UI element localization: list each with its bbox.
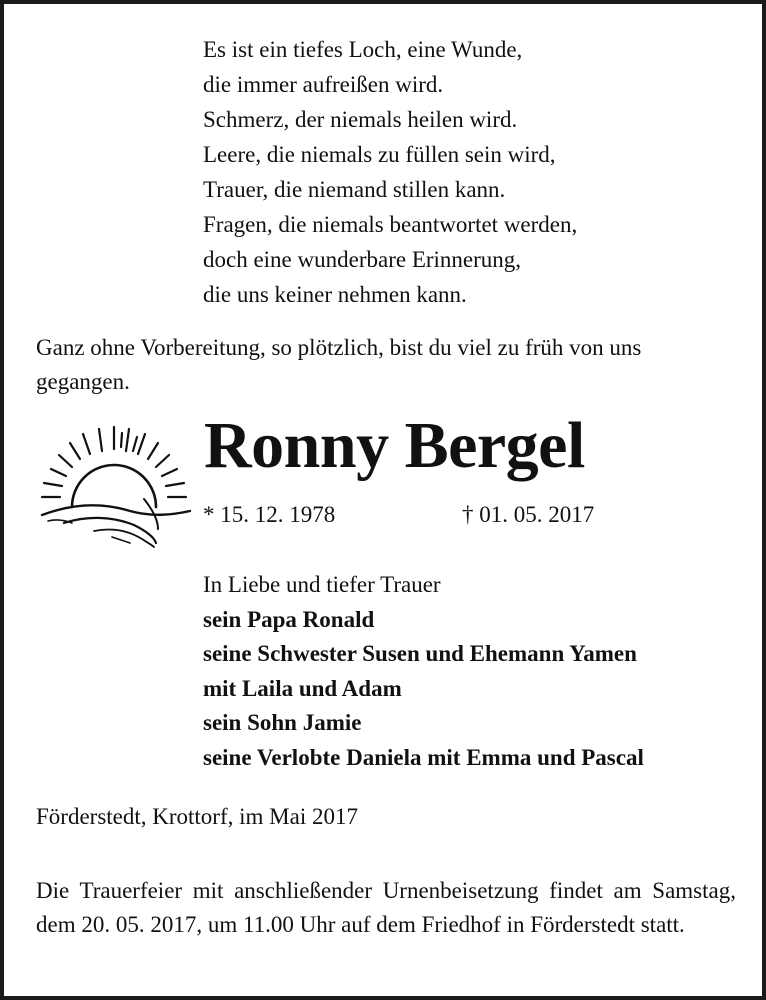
sunset-over-hills-icon bbox=[34, 419, 194, 549]
poem-line: Es ist ein tiefes Loch, eine Wunde, bbox=[203, 37, 523, 62]
poem-line: Trauer, die niemand stillen kann. bbox=[203, 177, 506, 202]
deceased-name: Ronny Bergel bbox=[204, 409, 585, 482]
mourners-block bbox=[203, 568, 644, 775]
mourners-intro: In Liebe und tiefer Trauer bbox=[203, 572, 441, 597]
place-date: Förderstedt, Krottorf, im Mai 2017 bbox=[36, 804, 358, 829]
poem-line: Leere, die niemals zu füllen sein wird, bbox=[203, 142, 556, 167]
birth-date: * 15. 12. 1978 bbox=[203, 502, 336, 527]
poem-line: Fragen, die niemals beantwortet werden, bbox=[203, 212, 578, 237]
poem-line: die immer aufreißen wird. bbox=[203, 72, 444, 97]
funeral-service-info: Die Trauerfeier mit anschließender Urnenbeisetzung findet am Samstag, dem 20. 05. 2017, um 11.00 Uhr auf dem Friedhof in Förderstedt statt. bbox=[36, 878, 736, 937]
poem-line: doch eine wunderbare Erinnerung, bbox=[203, 247, 522, 272]
mourner-line: sein Sohn Jamie bbox=[203, 710, 362, 735]
poem bbox=[203, 32, 577, 312]
poem-line: Schmerz, der niemals heilen wird. bbox=[203, 107, 518, 132]
mourner-line: sein Papa Ronald bbox=[203, 606, 375, 632]
death-date: † 01. 05. 2017 bbox=[462, 502, 595, 527]
poem-line: die uns keiner nehmen kann. bbox=[203, 282, 467, 307]
mourner-line: seine Verlobte Daniela mit Emma und Pascal bbox=[203, 744, 644, 770]
intro-text: Ganz ohne Vorbereitung, so plötzlich, bist du viel zu früh von uns gegangen. bbox=[36, 335, 642, 394]
mourner-line: seine Schwester Susen und Ehemann Yamen bbox=[203, 641, 637, 666]
mourner-line: mit Laila und Adam bbox=[203, 675, 402, 701]
